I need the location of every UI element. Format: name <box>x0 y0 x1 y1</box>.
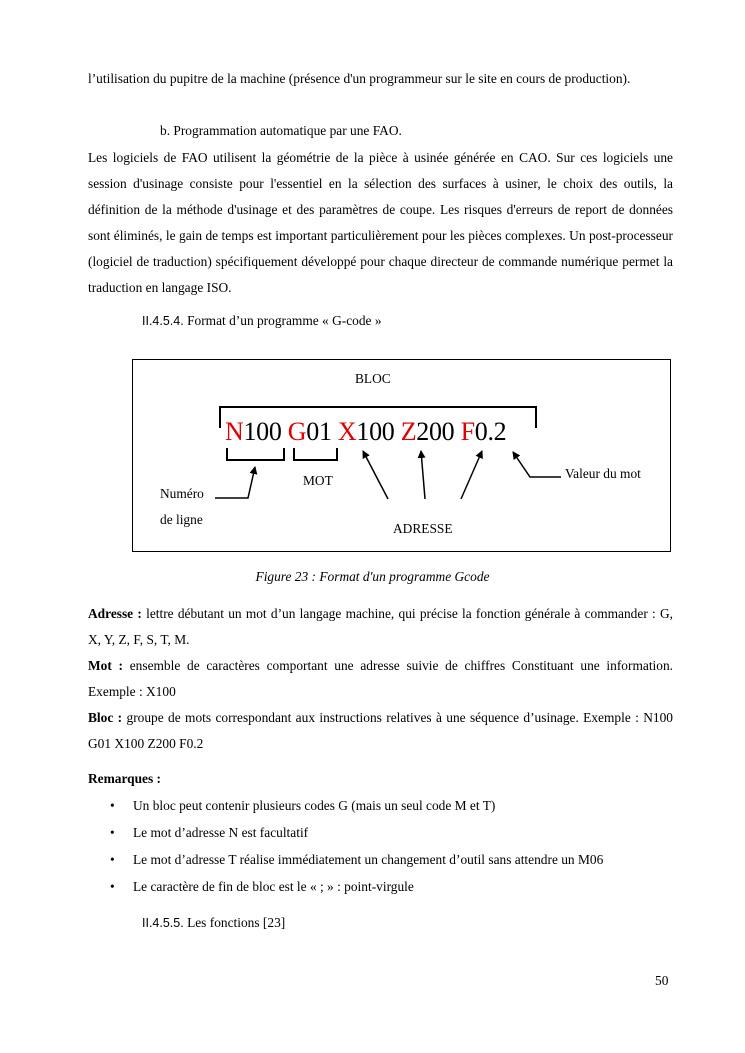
list-item <box>88 846 688 873</box>
definition-bloc <box>88 705 673 757</box>
word-value: 200 <box>416 417 455 446</box>
word-address: X <box>337 417 357 446</box>
section-title: Format d’un programme « G-code » <box>187 313 382 328</box>
word-address: G <box>287 417 307 446</box>
bullet-icon: • <box>110 798 115 813</box>
numero-arrow <box>215 467 255 498</box>
adresse-arrow-f <box>461 451 482 499</box>
word-value: 0.2 <box>474 417 507 446</box>
section-title: Les fonctions [23] <box>187 915 286 930</box>
adresse-label: ADRESSE <box>393 521 453 536</box>
list-item <box>88 792 688 819</box>
definition-adresse <box>88 601 673 653</box>
text-adresse: lettre débutant un mot d’un langage machine, qui précise la fonction générale à commander : G, X, Y, Z, F, S, T, M. <box>88 606 673 647</box>
adresse-arrow-z <box>421 451 425 499</box>
intro-continuation: l’utilisation du pupitre de la machine (présence d'un programmeur sur le site en cours de production). <box>88 71 631 86</box>
list-item-text: Le caractère de fin de bloc est le « ; » : point-virgule <box>133 879 414 894</box>
bloc-label: BLOC <box>355 371 391 386</box>
de-ligne-label: de ligne <box>160 512 203 527</box>
fao-paragraph: Les logiciels de FAO utilisent la géométrie de la pièce à usinée générée en CAO. Sur ces logiciels une session d'usinage consiste pour l'essentiel en la sélection des surfaces à usiner, le choix des outils, la définition de la méthode d'usinage et des paramètres de coupe. Les risques d'erreurs de report de données sont éliminés, le gain de temps est important particulièrement pour les pièces complexes. Un post-processeur (logiciel de traduction) spécifiquement développé pour chaque directeur de commande numérique permet la traduction en langage ISO. <box>88 150 673 295</box>
list-item-text: Un bloc peut contenir plusieurs codes G (mais un seul code M et T) <box>133 798 496 813</box>
word-value: 100 <box>243 417 282 446</box>
mot-bracket <box>294 448 337 460</box>
text-mot: ensemble de caractères comportant une adresse suivie de chiffres Constituant une information. Exemple : X100 <box>88 658 673 699</box>
subheading-fao: b. Programmation automatique par une FAO. <box>160 123 402 138</box>
valeur-label: Valeur du mot <box>565 466 641 481</box>
word-value: 01 <box>306 417 332 446</box>
term-bloc: Bloc : <box>88 710 123 725</box>
word-address: Z <box>400 417 417 446</box>
term-mot: Mot : <box>88 658 123 673</box>
section-number: II.4.5.4. <box>142 314 184 328</box>
definition-mot <box>88 653 673 705</box>
figure-caption: Figure 23 : Format d'un programme Gcode <box>255 569 490 584</box>
remarques-title: Remarques : <box>88 771 162 786</box>
word-address: N <box>225 417 244 446</box>
list-item <box>88 819 688 846</box>
valeur-arrow <box>513 452 561 477</box>
term-adresse: Adresse : <box>88 606 142 621</box>
word-address: F <box>460 417 475 446</box>
bullet-icon: • <box>110 879 115 894</box>
mot-label: MOT <box>303 473 333 488</box>
bullet-icon: • <box>110 852 115 867</box>
list-item-text: Le mot d’adresse N est facultatif <box>133 825 309 840</box>
text-bloc: groupe de mots correspondant aux instructions relatives à une séquence d’usinage. Exemple : N100 G01 X100 Z200 F0.2 <box>88 710 673 751</box>
bullet-icon: • <box>110 825 115 840</box>
section-number: II.4.5.5. <box>142 916 184 930</box>
bloc-bracket <box>220 407 536 428</box>
numero-bracket <box>227 448 284 460</box>
section-heading-455 <box>142 915 285 931</box>
numero-label: Numéro <box>160 486 204 501</box>
list-item <box>88 873 688 900</box>
list-item-text: Le mot d’adresse T réalise immédiatement un changement d’outil sans attendre un M06 <box>133 852 604 867</box>
page-number: 50 <box>655 973 669 988</box>
adresse-arrow-x <box>363 451 388 499</box>
word-value: 100 <box>356 417 395 446</box>
remarques-list <box>88 792 688 900</box>
